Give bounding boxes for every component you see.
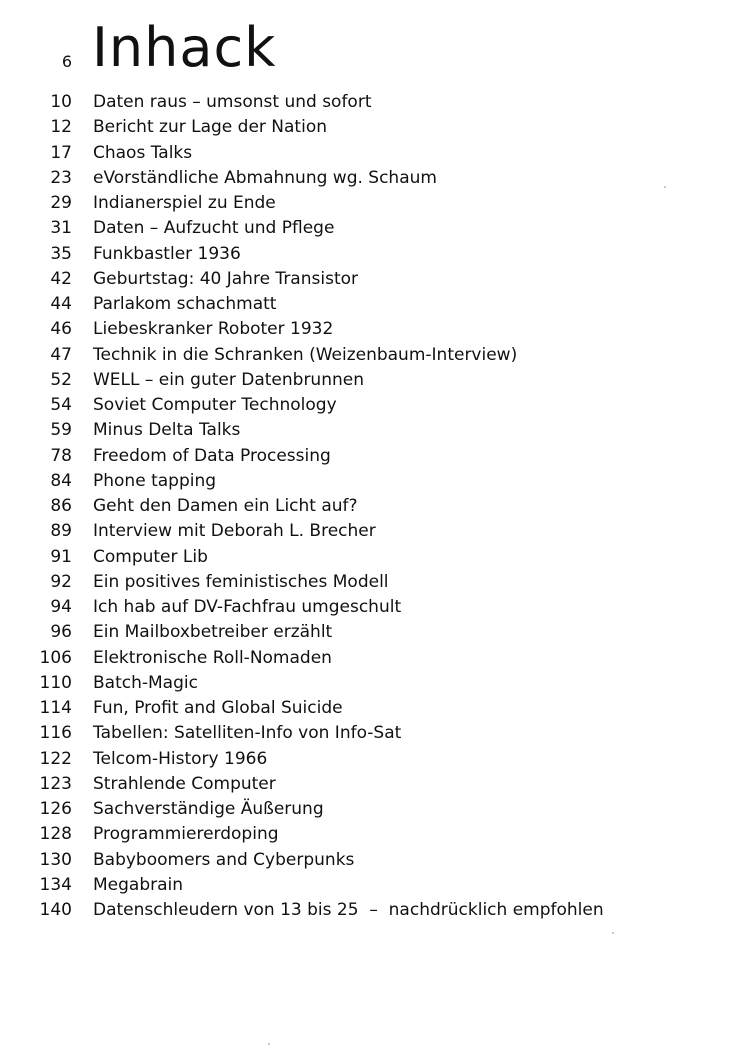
toc-title: eVorständliche Abmahnung wg. Schaum: [93, 167, 437, 188]
toc-title: Ein positives feministisches Modell: [93, 571, 389, 592]
toc-page-number: 31: [50, 218, 72, 239]
toc-entry: [0, 872, 750, 897]
toc-page-number: 35: [50, 243, 72, 264]
toc-page-number: 140: [39, 900, 72, 920]
toc-title: Daten raus – umsonst und sofort: [93, 92, 372, 112]
toc-page-number: 54: [50, 395, 72, 415]
toc-title: Bericht zur Lage der Nation: [93, 117, 327, 138]
toc-entry: [0, 367, 750, 392]
toc-title: Megabrain: [93, 874, 184, 895]
toc-page-number: 128: [39, 824, 72, 845]
toc-page-number: 10: [50, 92, 72, 112]
toc-title: Babyboomers and Cyberpunks: [93, 849, 355, 870]
toc-title: Batch-Magic: [93, 672, 198, 693]
toc-entry: [0, 897, 750, 922]
toc-entry: [0, 518, 750, 543]
scan-speck: [664, 186, 666, 188]
toc-page-number: 44: [50, 294, 72, 314]
toc-entry: [0, 241, 750, 266]
toc-page-number: 122: [39, 748, 72, 769]
toc-entry: [0, 215, 750, 240]
toc-page-number: 29: [50, 193, 72, 213]
toc-entry: [0, 417, 750, 442]
toc-title: Telcom-History 1966: [93, 748, 268, 769]
toc-entry: [0, 89, 750, 114]
toc-page-number: 78: [50, 445, 72, 466]
toc-entry: [0, 291, 750, 316]
toc-entry: [0, 821, 750, 846]
toc-title: Liebeskranker Roboter 1932: [93, 319, 334, 340]
toc-title: Computer Lib: [93, 546, 208, 567]
toc-entry: [0, 266, 750, 291]
toc-title: Sachverständige Äußerung: [93, 799, 324, 819]
toc-page-number: 23: [50, 167, 72, 188]
toc-page-number: 46: [50, 319, 72, 340]
toc-entry: [0, 114, 750, 139]
toc-entry: [0, 342, 750, 367]
toc-page-number: 59: [50, 420, 72, 441]
toc-entry: [0, 140, 750, 165]
scan-speck: [268, 1043, 270, 1045]
toc-title: Funkbastler 1936: [93, 243, 241, 264]
toc-entry: [0, 392, 750, 417]
toc-entry: [0, 695, 750, 720]
page-title: Inhack: [92, 16, 277, 79]
toc-title: Ich hab auf DV-Fachfrau umgeschult: [93, 597, 402, 617]
toc-entry: [0, 165, 750, 190]
toc-title: Soviet Computer Technology: [93, 395, 337, 415]
toc-entry: [0, 670, 750, 695]
toc-page-number: 110: [39, 672, 72, 693]
toc-page-number: 47: [50, 344, 72, 365]
toc-title: Minus Delta Talks: [93, 420, 241, 441]
toc-title: Strahlende Computer: [93, 773, 276, 794]
toc-page-number: 91: [50, 546, 72, 567]
toc-page-number: 123: [39, 773, 72, 794]
toc-page-number: 86: [50, 496, 72, 516]
page-header: [0, 18, 750, 80]
toc-entry: [0, 645, 750, 670]
toc-entry: [0, 746, 750, 771]
toc-title: Datenschleudern von 13 bis 25 – nachdrücklich empfohlen: [93, 900, 604, 920]
toc-entry: [0, 544, 750, 569]
toc-page-number: 17: [50, 142, 72, 163]
toc-page-number: 52: [50, 369, 72, 390]
toc-page-number: 114: [39, 698, 72, 718]
toc-title: Geburtstag: 40 Jahre Transistor: [93, 268, 358, 289]
toc-title: Technik in die Schranken (Weizenbaum-Interview): [93, 344, 518, 365]
toc-title: Parlakom schachmatt: [93, 294, 277, 314]
toc-title: Indianerspiel zu Ende: [93, 193, 276, 213]
scan-speck: [612, 932, 614, 934]
toc-entry: [0, 190, 750, 215]
toc-entry: [0, 569, 750, 594]
toc-entry: [0, 493, 750, 518]
toc-entry: [0, 468, 750, 493]
toc-entry: [0, 796, 750, 821]
toc-page-number: 116: [39, 723, 72, 744]
toc-entry: [0, 720, 750, 745]
toc-entry: [0, 619, 750, 644]
toc-page-number: 126: [39, 799, 72, 819]
toc-page-number: 84: [50, 470, 72, 491]
toc-title: Chaos Talks: [93, 142, 193, 163]
toc-title: WELL – ein guter Datenbrunnen: [93, 369, 364, 390]
toc-page-number: 94: [50, 597, 72, 617]
table-of-contents: [0, 89, 750, 922]
toc-title: Ein Mailboxbetreiber erzählt: [93, 622, 333, 643]
toc-title: Daten – Aufzucht und Pflege: [93, 218, 335, 239]
toc-entry: [0, 443, 750, 468]
toc-title: Interview mit Deborah L. Brecher: [93, 521, 376, 542]
toc-title: Freedom of Data Processing: [93, 445, 331, 466]
toc-page-number: 12: [50, 117, 72, 138]
toc-entry: [0, 771, 750, 796]
toc-entry: [0, 594, 750, 619]
toc-page-number: 96: [50, 622, 72, 643]
toc-entry: [0, 316, 750, 341]
toc-title: Geht den Damen ein Licht auf?: [93, 496, 358, 516]
toc-page-number: 42: [50, 268, 72, 289]
toc-entry: [0, 847, 750, 872]
toc-page-number: 134: [39, 874, 72, 895]
header-page-number: 6: [61, 52, 72, 71]
toc-title: Tabellen: Satelliten-Info von Info-Sat: [93, 723, 402, 744]
toc-page-number: 92: [50, 571, 72, 592]
toc-page-number: 89: [50, 521, 72, 542]
toc-title: Fun, Profit and Global Suicide: [93, 698, 343, 718]
toc-page-number: 130: [39, 849, 72, 870]
toc-page-number: 106: [39, 647, 72, 668]
toc-title: Elektronische Roll-Nomaden: [93, 647, 332, 668]
toc-title: Phone tapping: [93, 470, 217, 491]
toc-title: Programmiererdoping: [93, 824, 279, 845]
